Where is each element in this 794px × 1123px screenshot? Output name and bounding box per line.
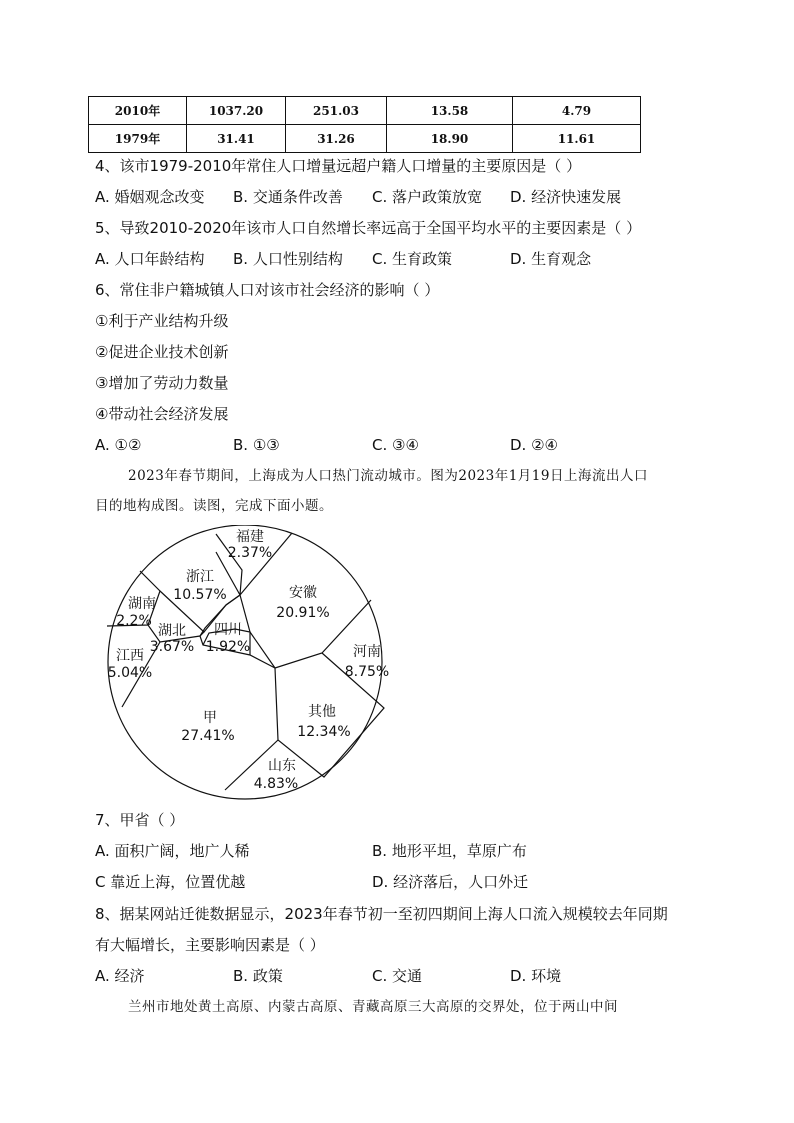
table-cell: 18.90 bbox=[387, 125, 513, 153]
slice-label: 浙江 bbox=[186, 569, 214, 585]
slice-value: 20.91% bbox=[276, 605, 330, 621]
table-cell: 11.61 bbox=[513, 125, 641, 153]
q6-item-4: ④带动社会经济发展 bbox=[95, 405, 229, 423]
q8-option-a: A. 经济 bbox=[95, 967, 145, 985]
question-4-text: 4、该市1979-2010年常住人口增量远超户籍人口增量的主要原因是（ ） bbox=[95, 157, 582, 175]
q5-option-c: C. 生育政策 bbox=[372, 250, 453, 268]
q7-option-c: C 靠近上海，位置优越 bbox=[95, 873, 246, 891]
q6-option-a: A. ①② bbox=[95, 436, 142, 454]
q6-item-2: ②促进企业技术创新 bbox=[95, 343, 229, 361]
q5-option-b: B. 人口性别结构 bbox=[233, 250, 343, 268]
slice-label: 湖南 bbox=[128, 596, 156, 612]
slice-value: 3.67% bbox=[149, 639, 195, 655]
q4-option-b: B. 交通条件改善 bbox=[233, 188, 343, 206]
closing-line: 兰州市地处黄土高原、内蒙古高原、青藏高原三大高原的交界处，位于两山中间 bbox=[128, 999, 618, 1015]
pie-chart bbox=[100, 525, 400, 800]
population-table bbox=[88, 96, 641, 153]
q6-item-3: ③增加了劳动力数量 bbox=[95, 374, 229, 392]
table-row bbox=[89, 97, 641, 125]
table-cell: 31.26 bbox=[286, 125, 387, 153]
q6-option-d: D. ②④ bbox=[510, 436, 558, 454]
slice-label: 其他 bbox=[308, 704, 336, 720]
q6-item-1: ①利于产业结构升级 bbox=[95, 312, 229, 330]
q5-option-a: A. 人口年龄结构 bbox=[95, 250, 205, 268]
slice-label: 湖北 bbox=[158, 623, 186, 639]
table-cell: 2010年 bbox=[89, 97, 187, 125]
q7-option-a: A. 面积广阔，地广人稀 bbox=[95, 842, 250, 860]
slice-label: 四川 bbox=[214, 622, 242, 638]
slice-value: 1.92% bbox=[205, 639, 251, 655]
table-cell: 4.79 bbox=[513, 97, 641, 125]
question-6-text: 6、常住非户籍城镇人口对该市社会经济的影响（ ） bbox=[95, 281, 440, 299]
table-cell: 251.03 bbox=[286, 97, 387, 125]
q6-option-c: C. ③④ bbox=[372, 436, 419, 454]
slice-label: 安徽 bbox=[289, 585, 317, 601]
slice-label: 河南 bbox=[353, 644, 381, 660]
slice-value: 4.83% bbox=[253, 776, 299, 792]
q8-option-b: B. 政策 bbox=[233, 967, 283, 985]
question-8-text-line-1: 8、据某网站迁徙数据显示，2023年春节初一至初四期间上海人口流入规模较去年同期 bbox=[95, 905, 668, 923]
slice-label: 山东 bbox=[268, 758, 296, 774]
intro-line-2: 目的地构成图。读图，完成下面小题。 bbox=[95, 498, 333, 514]
slice-value: 12.34% bbox=[297, 724, 351, 740]
q6-option-b: B. ①③ bbox=[233, 436, 280, 454]
q8-option-d: D. 环境 bbox=[510, 967, 562, 985]
slice-value: 2.37% bbox=[227, 545, 273, 561]
table-cell: 31.41 bbox=[187, 125, 286, 153]
slice-label: 福建 bbox=[236, 529, 264, 545]
q4-option-c: C. 落户政策放宽 bbox=[372, 188, 483, 206]
intro-line-1: 2023年春节期间，上海成为人口热门流动城市。图为2023年1月19日上海流出人口 bbox=[128, 468, 648, 484]
q7-option-b: B. 地形平坦，草原广布 bbox=[372, 842, 527, 860]
question-7-text: 7、甲省（ ） bbox=[95, 811, 185, 829]
table-cell: 13.58 bbox=[387, 97, 513, 125]
slice-value: 5.04% bbox=[107, 665, 153, 681]
table-cell: 1037.20 bbox=[187, 97, 286, 125]
q7-option-d: D. 经济落后，人口外迁 bbox=[372, 873, 529, 891]
q4-option-d: D. 经济快速发展 bbox=[510, 188, 622, 206]
question-8-text-line-2: 有大幅增长，主要影响因素是（ ） bbox=[95, 936, 325, 954]
slice-label: 甲 bbox=[203, 710, 217, 726]
slice-value: 27.41% bbox=[181, 728, 235, 744]
slice-value: 2.2% bbox=[116, 613, 152, 629]
slice-label: 江西 bbox=[116, 648, 144, 664]
question-5-text: 5、导致2010-2020年该市人口自然增长率远高于全国平均水平的主要因素是（ ） bbox=[95, 219, 642, 237]
table-cell: 1979年 bbox=[89, 125, 187, 153]
q4-option-a: A. 婚姻观念改变 bbox=[95, 188, 205, 206]
q8-option-c: C. 交通 bbox=[372, 967, 423, 985]
slice-value: 10.57% bbox=[173, 587, 227, 603]
q5-option-d: D. 生育观念 bbox=[510, 250, 592, 268]
slice-value: 8.75% bbox=[344, 664, 390, 680]
table-row bbox=[89, 125, 641, 153]
